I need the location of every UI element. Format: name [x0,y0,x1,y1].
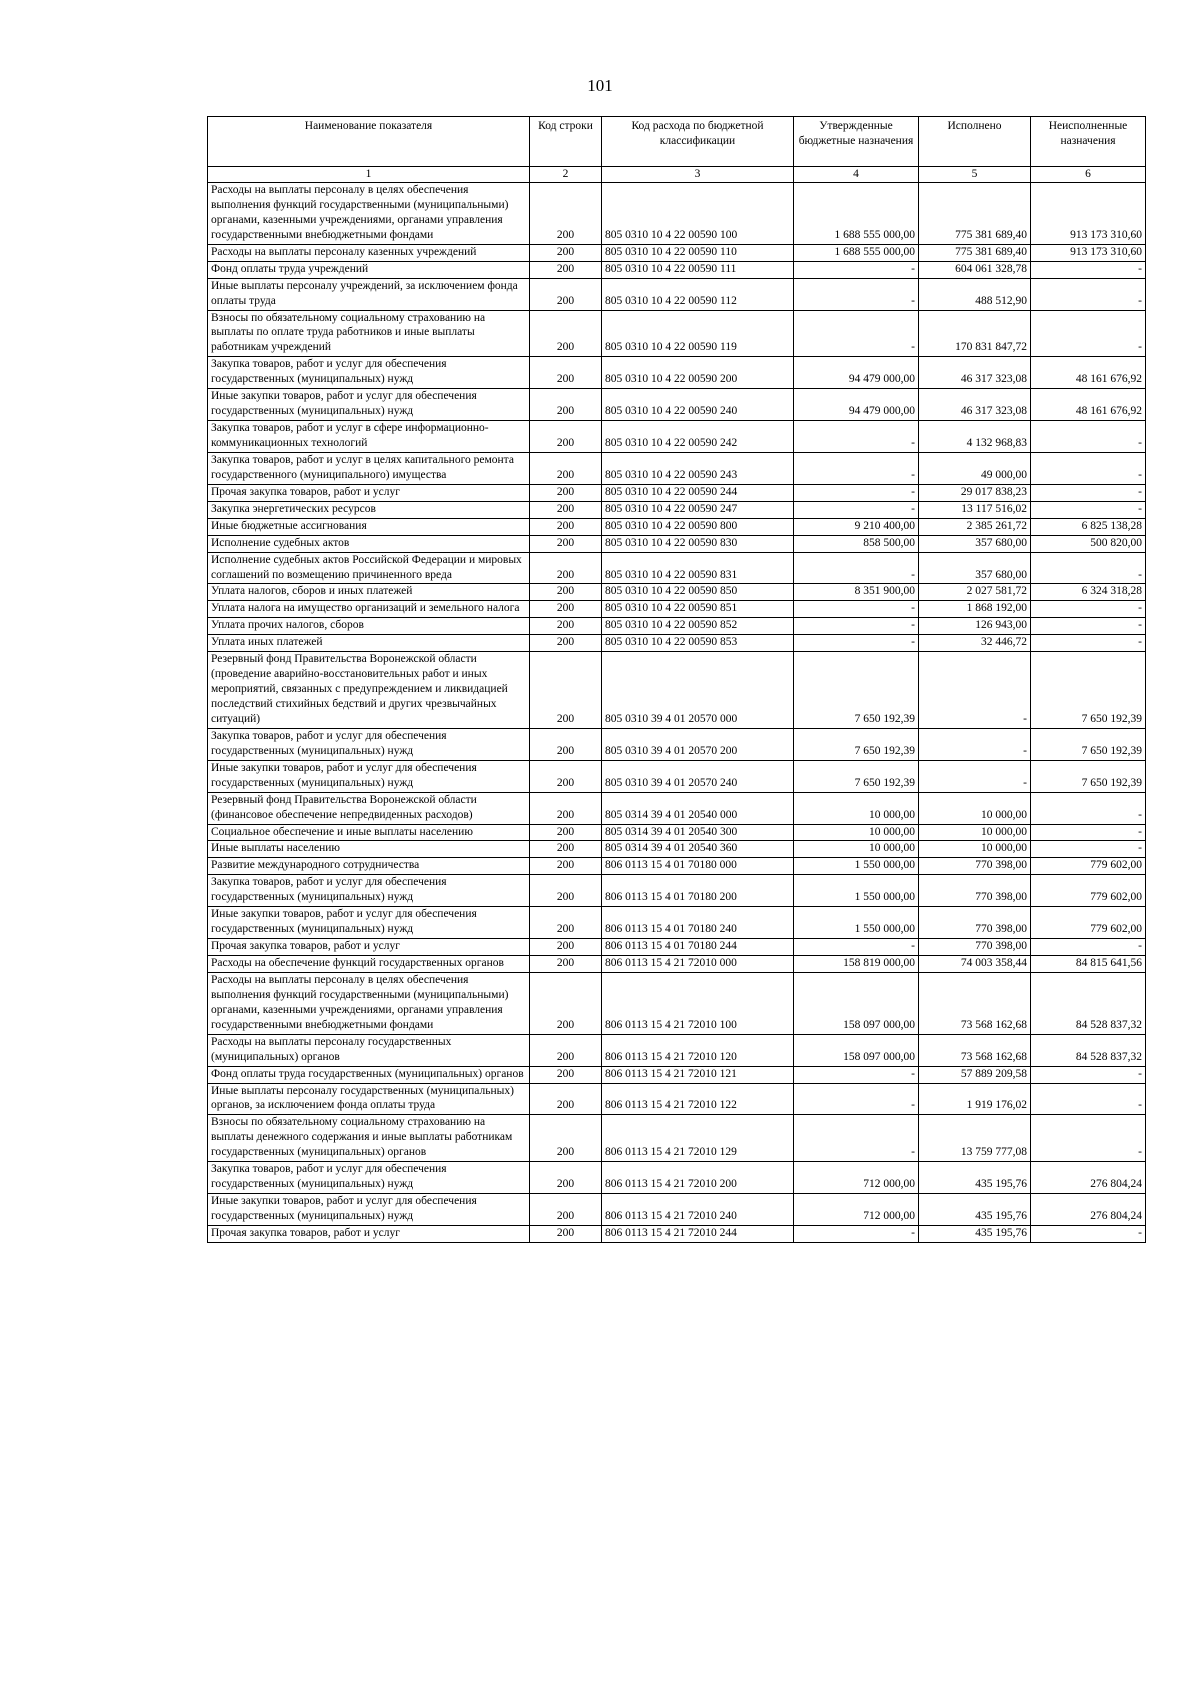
row-budget-code: 805 0310 10 4 22 00590 100 [602,183,794,245]
row-approved: 94 479 000,00 [794,389,919,421]
table-row [208,875,1146,907]
table-row [208,618,1146,635]
row-executed: 357 680,00 [919,535,1031,552]
header-unexecuted: Неисполненные назначения [1031,117,1146,167]
row-approved: - [794,278,919,310]
row-unexecuted: - [1031,484,1146,501]
row-unexecuted: 276 804,24 [1031,1194,1146,1226]
row-approved: 7 650 192,39 [794,728,919,760]
row-unexecuted: 913 173 310,60 [1031,183,1146,245]
table-row [208,421,1146,453]
row-budget-code: 806 0113 15 4 21 72010 100 [602,972,794,1034]
row-budget-code: 805 0310 39 4 01 20570 240 [602,760,794,792]
row-name: Взносы по обязательному социальному страхованию на выплаты денежного содержания и иные выплаты работникам государственных (муниципальных) органов [208,1115,530,1162]
row-name: Иные закупки товаров, работ и услуг для обеспечения государственных (муниципальных) нужд [208,907,530,939]
row-unexecuted: 7 650 192,39 [1031,652,1146,729]
row-budget-code: 806 0113 15 4 01 70180 200 [602,875,794,907]
table-row [208,535,1146,552]
row-executed: 604 061 328,78 [919,261,1031,278]
row-executed: 435 195,76 [919,1194,1031,1226]
row-name: Закупка товаров, работ и услуг для обеспечения государственных (муниципальных) нужд [208,1162,530,1194]
table-row [208,552,1146,584]
row-executed: 2 385 261,72 [919,518,1031,535]
row-approved: - [794,939,919,956]
row-name: Прочая закупка товаров, работ и услуг [208,939,530,956]
row-name: Закупка товаров, работ и услуг для обеспечения государственных (муниципальных) нужд [208,357,530,389]
table-row [208,760,1146,792]
row-line-code: 200 [530,357,602,389]
row-approved: 10 000,00 [794,841,919,858]
table-row [208,635,1146,652]
header-executed: Исполнено [919,117,1031,167]
row-budget-code: 805 0310 10 4 22 00590 110 [602,244,794,261]
table-row [208,278,1146,310]
row-budget-code: 806 0113 15 4 21 72010 129 [602,1115,794,1162]
row-budget-code: 805 0310 10 4 22 00590 247 [602,501,794,518]
table-row [208,824,1146,841]
row-name: Иные закупки товаров, работ и услуг для обеспечения государственных (муниципальных) нужд [208,1194,530,1226]
column-number: 2 [530,167,602,183]
table-row [208,1034,1146,1066]
row-line-code: 200 [530,1162,602,1194]
row-name: Иные закупки товаров, работ и услуг для обеспечения государственных (муниципальных) нужд [208,760,530,792]
table-row [208,357,1146,389]
row-executed: 1 868 192,00 [919,601,1031,618]
row-executed: 435 195,76 [919,1162,1031,1194]
row-executed: 770 398,00 [919,939,1031,956]
row-approved: 7 650 192,39 [794,652,919,729]
table-row [208,261,1146,278]
row-unexecuted: - [1031,1083,1146,1115]
row-budget-code: 806 0113 15 4 21 72010 120 [602,1034,794,1066]
row-line-code: 200 [530,501,602,518]
row-line-code: 200 [530,972,602,1034]
column-number-row [208,167,1146,183]
row-unexecuted: - [1031,792,1146,824]
table-row [208,1194,1146,1226]
row-unexecuted: 779 602,00 [1031,907,1146,939]
row-executed: 4 132 968,83 [919,421,1031,453]
row-name: Расходы на выплаты персоналу в целях обеспечения выполнения функций государственными (муниципальными) органами, казенными учреждениями, органами управления государственными внебюджетными фондами [208,972,530,1034]
row-executed: 770 398,00 [919,875,1031,907]
row-budget-code: 805 0310 39 4 01 20570 200 [602,728,794,760]
table-row [208,244,1146,261]
row-budget-code: 805 0314 39 4 01 20540 300 [602,824,794,841]
row-name: Исполнение судебных актов [208,535,530,552]
row-approved: - [794,1225,919,1242]
row-budget-code: 805 0310 10 4 22 00590 830 [602,535,794,552]
row-name: Резервный фонд Правительства Воронежской области (проведение аварийно-восстановительных работ и иных мероприятий, связанных с предупреждением и ликвидацией последствий стихийных бедствий и других чрезвычайных ситуаций) [208,652,530,729]
row-line-code: 200 [530,652,602,729]
row-name: Расходы на выплаты персоналу казенных учреждений [208,244,530,261]
table-row [208,939,1146,956]
table-row [208,584,1146,601]
row-unexecuted: - [1031,1225,1146,1242]
row-budget-code: 805 0310 10 4 22 00590 242 [602,421,794,453]
table-row [208,518,1146,535]
row-executed: - [919,652,1031,729]
column-number: 1 [208,167,530,183]
row-name: Иные выплаты населению [208,841,530,858]
row-line-code: 200 [530,728,602,760]
row-name: Закупка энергетических ресурсов [208,501,530,518]
header-budget-code: Код расхода по бюджетной классификации [602,117,794,167]
row-budget-code: 805 0310 10 4 22 00590 112 [602,278,794,310]
row-approved: - [794,1066,919,1083]
row-line-code: 200 [530,244,602,261]
row-unexecuted: - [1031,618,1146,635]
row-budget-code: 805 0310 10 4 22 00590 852 [602,618,794,635]
row-budget-code: 805 0314 39 4 01 20540 000 [602,792,794,824]
row-name: Фонд оплаты труда учреждений [208,261,530,278]
table-row [208,1225,1146,1242]
row-executed: 73 568 162,68 [919,1034,1031,1066]
row-line-code: 200 [530,760,602,792]
row-executed: 2 027 581,72 [919,584,1031,601]
table-row [208,452,1146,484]
table-row [208,652,1146,729]
column-number: 5 [919,167,1031,183]
row-executed: 13 759 777,08 [919,1115,1031,1162]
row-approved: 8 351 900,00 [794,584,919,601]
row-name: Расходы на выплаты персоналу государственных (муниципальных) органов [208,1034,530,1066]
row-line-code: 200 [530,389,602,421]
row-executed: 488 512,90 [919,278,1031,310]
row-line-code: 200 [530,584,602,601]
row-approved: 1 550 000,00 [794,907,919,939]
row-line-code: 200 [530,956,602,973]
row-budget-code: 806 0113 15 4 21 72010 240 [602,1194,794,1226]
table-row [208,907,1146,939]
row-line-code: 200 [530,1034,602,1066]
row-approved: 712 000,00 [794,1194,919,1226]
row-executed: 435 195,76 [919,1225,1031,1242]
row-approved: - [794,421,919,453]
row-name: Иные закупки товаров, работ и услуг для обеспечения государственных (муниципальных) нужд [208,389,530,421]
row-executed: 29 017 838,23 [919,484,1031,501]
row-unexecuted: - [1031,421,1146,453]
row-unexecuted: 779 602,00 [1031,858,1146,875]
row-budget-code: 805 0310 10 4 22 00590 851 [602,601,794,618]
row-unexecuted: 500 820,00 [1031,535,1146,552]
row-name: Резервный фонд Правительства Воронежской области (финансовое обеспечение непредвиденных расходов) [208,792,530,824]
row-approved: 7 650 192,39 [794,760,919,792]
row-budget-code: 805 0314 39 4 01 20540 360 [602,841,794,858]
column-number: 4 [794,167,919,183]
row-executed: 10 000,00 [919,792,1031,824]
table-row [208,956,1146,973]
row-line-code: 200 [530,1066,602,1083]
table-row [208,601,1146,618]
table-row [208,858,1146,875]
row-executed: - [919,760,1031,792]
row-approved: - [794,310,919,357]
row-line-code: 200 [530,1225,602,1242]
row-budget-code: 805 0310 10 4 22 00590 850 [602,584,794,601]
budget-execution-table [207,116,1146,1243]
row-budget-code: 806 0113 15 4 21 72010 244 [602,1225,794,1242]
row-unexecuted: - [1031,552,1146,584]
row-approved: 858 500,00 [794,535,919,552]
row-executed: 46 317 323,08 [919,357,1031,389]
row-executed: 775 381 689,40 [919,244,1031,261]
row-approved: - [794,452,919,484]
row-budget-code: 805 0310 10 4 22 00590 119 [602,310,794,357]
row-name: Иные выплаты персоналу государственных (муниципальных) органов, за исключением фонда оплаты труда [208,1083,530,1115]
row-name: Иные бюджетные ассигнования [208,518,530,535]
row-budget-code: 806 0113 15 4 01 70180 000 [602,858,794,875]
row-unexecuted: 84 528 837,32 [1031,1034,1146,1066]
row-unexecuted: - [1031,635,1146,652]
row-unexecuted: 84 815 641,56 [1031,956,1146,973]
table-row [208,183,1146,245]
table-row [208,1066,1146,1083]
column-number: 6 [1031,167,1146,183]
row-executed: - [919,728,1031,760]
row-line-code: 200 [530,278,602,310]
row-line-code: 200 [530,601,602,618]
row-executed: 170 831 847,72 [919,310,1031,357]
row-approved: - [794,501,919,518]
row-line-code: 200 [530,261,602,278]
table-row [208,728,1146,760]
row-name: Закупка товаров, работ и услуг в целях капитального ремонта государственного (муниципального) имущества [208,452,530,484]
row-executed: 10 000,00 [919,824,1031,841]
row-name: Прочая закупка товаров, работ и услуг [208,484,530,501]
table-row [208,484,1146,501]
header-approved: Утвержденные бюджетные назначения [794,117,919,167]
row-line-code: 200 [530,1083,602,1115]
row-approved: 158 097 000,00 [794,1034,919,1066]
row-approved: - [794,601,919,618]
row-unexecuted: 48 161 676,92 [1031,389,1146,421]
row-unexecuted: - [1031,601,1146,618]
row-unexecuted: - [1031,841,1146,858]
row-budget-code: 805 0310 10 4 22 00590 200 [602,357,794,389]
row-approved: 158 097 000,00 [794,972,919,1034]
row-executed: 10 000,00 [919,841,1031,858]
row-budget-code: 806 0113 15 4 01 70180 240 [602,907,794,939]
row-name: Расходы на выплаты персоналу в целях обеспечения выполнения функций государственными (муниципальными) органами, казенными учреждениями, органами управления государственными внебюджетными фондами [208,183,530,245]
row-budget-code: 805 0310 10 4 22 00590 831 [602,552,794,584]
row-approved: - [794,1115,919,1162]
row-name: Прочая закупка товаров, работ и услуг [208,1225,530,1242]
row-line-code: 200 [530,875,602,907]
row-unexecuted: - [1031,452,1146,484]
row-unexecuted: 276 804,24 [1031,1162,1146,1194]
row-executed: 46 317 323,08 [919,389,1031,421]
row-approved: - [794,635,919,652]
row-unexecuted: - [1031,261,1146,278]
row-approved: - [794,1083,919,1115]
table-row [208,792,1146,824]
row-unexecuted: 779 602,00 [1031,875,1146,907]
row-name: Иные выплаты персоналу учреждений, за исключением фонда оплаты труда [208,278,530,310]
row-name: Фонд оплаты труда государственных (муниципальных) органов [208,1066,530,1083]
row-line-code: 200 [530,484,602,501]
table-row [208,972,1146,1034]
row-unexecuted: - [1031,824,1146,841]
row-unexecuted: 84 528 837,32 [1031,972,1146,1034]
table-row [208,1083,1146,1115]
row-name: Закупка товаров, работ и услуг для обеспечения государственных (муниципальных) нужд [208,728,530,760]
row-approved: 1 550 000,00 [794,858,919,875]
row-approved: 712 000,00 [794,1162,919,1194]
page-number: 101 [587,76,613,95]
row-name: Уплата налогов, сборов и иных платежей [208,584,530,601]
row-approved: 10 000,00 [794,824,919,841]
table-row [208,1162,1146,1194]
row-unexecuted: 7 650 192,39 [1031,760,1146,792]
row-approved: 10 000,00 [794,792,919,824]
row-approved: 1 550 000,00 [794,875,919,907]
row-name: Взносы по обязательному социальному страхованию на выплаты по оплате труда работников и иные выплаты работникам учреждений [208,310,530,357]
row-unexecuted: 6 825 138,28 [1031,518,1146,535]
row-budget-code: 806 0113 15 4 21 72010 122 [602,1083,794,1115]
row-line-code: 200 [530,421,602,453]
row-approved: - [794,484,919,501]
row-executed: 74 003 358,44 [919,956,1031,973]
header-line-code: Код строки [530,117,602,167]
row-executed: 357 680,00 [919,552,1031,584]
row-unexecuted: - [1031,939,1146,956]
row-approved: - [794,552,919,584]
column-number: 3 [602,167,794,183]
row-unexecuted: 48 161 676,92 [1031,357,1146,389]
row-budget-code: 806 0113 15 4 01 70180 244 [602,939,794,956]
row-line-code: 200 [530,858,602,875]
row-executed: 73 568 162,68 [919,972,1031,1034]
row-unexecuted: 7 650 192,39 [1031,728,1146,760]
row-name: Закупка товаров, работ и услуг для обеспечения государственных (муниципальных) нужд [208,875,530,907]
row-unexecuted: 913 173 310,60 [1031,244,1146,261]
row-executed: 770 398,00 [919,858,1031,875]
row-line-code: 200 [530,618,602,635]
row-line-code: 200 [530,939,602,956]
row-line-code: 200 [530,635,602,652]
row-line-code: 200 [530,824,602,841]
row-line-code: 200 [530,792,602,824]
header-row [208,117,1146,167]
row-line-code: 200 [530,1115,602,1162]
row-line-code: 200 [530,518,602,535]
row-unexecuted: - [1031,501,1146,518]
row-line-code: 200 [530,552,602,584]
row-budget-code: 805 0310 10 4 22 00590 244 [602,484,794,501]
row-approved: 94 479 000,00 [794,357,919,389]
row-name: Социальное обеспечение и иные выплаты населению [208,824,530,841]
row-line-code: 200 [530,452,602,484]
row-budget-code: 805 0310 10 4 22 00590 853 [602,635,794,652]
row-name: Уплата налога на имущество организаций и земельного налога [208,601,530,618]
row-executed: 32 446,72 [919,635,1031,652]
row-name: Исполнение судебных актов Российской Федерации и мировых соглашений по возмещению причиненного вреда [208,552,530,584]
row-name: Уплата прочих налогов, сборов [208,618,530,635]
row-unexecuted: 6 324 318,28 [1031,584,1146,601]
row-budget-code: 805 0310 10 4 22 00590 111 [602,261,794,278]
row-unexecuted: - [1031,1066,1146,1083]
table-row [208,310,1146,357]
row-budget-code: 806 0113 15 4 21 72010 121 [602,1066,794,1083]
table-row [208,501,1146,518]
table-row [208,389,1146,421]
row-unexecuted: - [1031,278,1146,310]
row-executed: 1 919 176,02 [919,1083,1031,1115]
row-executed: 775 381 689,40 [919,183,1031,245]
row-budget-code: 805 0310 10 4 22 00590 800 [602,518,794,535]
row-name: Развитие международного сотрудничества [208,858,530,875]
row-executed: 13 117 516,02 [919,501,1031,518]
row-line-code: 200 [530,907,602,939]
row-approved: - [794,261,919,278]
row-budget-code: 805 0310 10 4 22 00590 243 [602,452,794,484]
row-line-code: 200 [530,535,602,552]
row-budget-code: 806 0113 15 4 21 72010 000 [602,956,794,973]
row-unexecuted: - [1031,1115,1146,1162]
row-name: Закупка товаров, работ и услуг в сфере информационно-коммуникационных технологий [208,421,530,453]
row-approved: 9 210 400,00 [794,518,919,535]
table-body [208,183,1146,1243]
row-line-code: 200 [530,841,602,858]
row-approved: 1 688 555 000,00 [794,244,919,261]
row-budget-code: 805 0310 10 4 22 00590 240 [602,389,794,421]
row-name: Уплата иных платежей [208,635,530,652]
row-executed: 770 398,00 [919,907,1031,939]
table-row [208,1115,1146,1162]
row-name: Расходы на обеспечение функций государственных органов [208,956,530,973]
row-executed: 57 889 209,58 [919,1066,1031,1083]
row-line-code: 200 [530,1194,602,1226]
row-budget-code: 806 0113 15 4 21 72010 200 [602,1162,794,1194]
row-approved: 1 688 555 000,00 [794,183,919,245]
row-approved: - [794,618,919,635]
row-line-code: 200 [530,183,602,245]
row-unexecuted: - [1031,310,1146,357]
row-line-code: 200 [530,310,602,357]
header-indicator-name: Наименование показателя [208,117,530,167]
row-approved: 158 819 000,00 [794,956,919,973]
table-row [208,841,1146,858]
row-budget-code: 805 0310 39 4 01 20570 000 [602,652,794,729]
row-executed: 49 000,00 [919,452,1031,484]
row-executed: 126 943,00 [919,618,1031,635]
